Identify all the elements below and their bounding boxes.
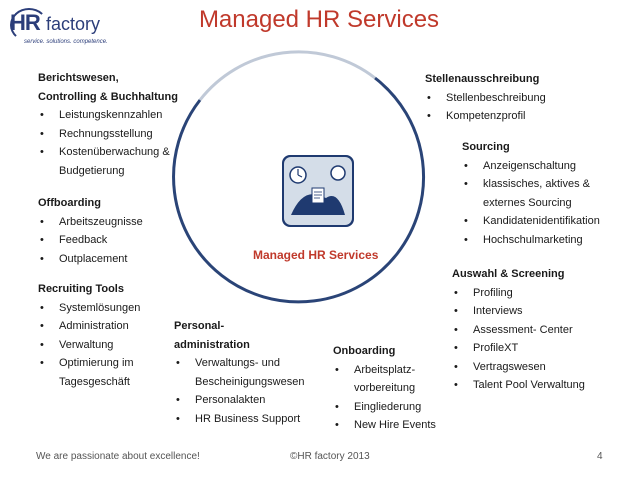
list-item: • Kompetenzprofil	[425, 107, 625, 126]
offboarding-heading: Offboarding	[38, 197, 101, 209]
list-item: • Kandidatenidentifikation	[462, 212, 632, 231]
center-label: Managed HR Services	[253, 248, 379, 262]
list-item-continuation: Budgetierung	[59, 164, 125, 177]
list-item: • Personalakten	[174, 391, 324, 410]
personaladministration-block	[174, 317, 324, 428]
list-item: • klassisches, aktives &	[462, 175, 632, 194]
recruiting-tools-block	[38, 280, 178, 391]
footer-slogan: We are passionate about excellence!	[36, 451, 200, 462]
list-item-continuation: Bescheinigungswesen	[195, 375, 305, 388]
list-item: • Talent Pool Verwaltung	[452, 376, 632, 395]
logo-hr-text: HR	[10, 10, 40, 35]
list-item: • Assessment- Center	[452, 321, 632, 340]
list-item: • Outplacement	[38, 250, 238, 269]
logo-tagline: service. solutions. competence.	[24, 39, 108, 45]
list-item: • Optimierung im	[38, 354, 178, 373]
berichtswesen-block	[38, 69, 238, 180]
page-title: Managed HR Services	[198, 6, 440, 33]
footer-copyright: ©HR factory 2013	[290, 451, 370, 462]
list-item: • Hochschulmarketing	[462, 231, 632, 250]
sourcing-list	[462, 157, 632, 194]
sourcing-heading: Sourcing	[462, 141, 510, 153]
auswahl-screening-block	[452, 265, 632, 395]
list-item: • Rechnungsstellung	[38, 125, 238, 144]
auswahl-heading: Auswahl & Screening	[452, 268, 565, 280]
list-item: • Verwaltungs- und	[174, 354, 324, 373]
personal-heading-1: Personal-	[174, 320, 225, 332]
recruiting-list	[38, 299, 178, 373]
recruiting-heading: Recruiting Tools	[38, 283, 124, 295]
list-item: • Verwaltung	[38, 336, 178, 355]
list-item: • Systemlösungen	[38, 299, 178, 318]
auswahl-list	[452, 284, 632, 395]
personal-list-rest	[174, 391, 324, 428]
list-item: • Interviews	[452, 302, 632, 321]
list-item-continuation: vorbereitung	[354, 382, 416, 394]
berichtswesen-heading-1: Berichtswesen,	[38, 72, 119, 84]
offboarding-block	[38, 194, 238, 268]
page-number: 4	[597, 451, 603, 462]
onboarding-heading: Onboarding	[333, 345, 396, 357]
list-item: • Anzeigenschaltung	[462, 157, 632, 176]
list-item: • Kostenüberwachung &	[38, 143, 238, 162]
list-item: • Stellenbeschreibung	[425, 89, 625, 108]
berichtswesen-list	[38, 106, 238, 162]
stellenausschreibung-block	[425, 70, 625, 126]
document-icon	[312, 188, 324, 203]
list-item: • ProfileXT	[452, 339, 632, 358]
list-item: • New Hire Events	[333, 416, 463, 435]
personal-heading-2: administration	[174, 338, 250, 351]
sourcing-list-rest	[462, 212, 632, 249]
list-item: • Eingliederung	[333, 398, 463, 417]
globe-icon	[331, 166, 345, 180]
list-item: • Administration	[38, 317, 178, 336]
offboarding-list	[38, 213, 238, 269]
list-item: • Arbeitszeugnisse	[38, 213, 238, 232]
list-item-continuation: externes Sourcing	[483, 196, 572, 209]
list-item: • Profiling	[452, 284, 632, 303]
list-item-continuation: Tagesgeschäft	[59, 375, 130, 388]
sourcing-block	[462, 138, 632, 249]
stellen-heading: Stellenausschreibung	[425, 73, 540, 85]
stellen-list	[425, 89, 625, 126]
list-item: • Feedback	[38, 231, 238, 250]
onboarding-list	[333, 361, 463, 380]
onboarding-block	[333, 342, 463, 435]
list-item: • HR Business Support	[174, 410, 324, 429]
list-item: • Vertragswesen	[452, 358, 632, 377]
list-item: • Arbeitsplatz-	[333, 361, 463, 380]
onboarding-list-rest	[333, 398, 463, 435]
logo-factory-text: factory	[46, 14, 101, 34]
personal-list	[174, 354, 324, 373]
list-item: • Leistungskennzahlen	[38, 106, 238, 125]
berichtswesen-heading-2: Controlling & Buchhaltung	[38, 90, 178, 103]
